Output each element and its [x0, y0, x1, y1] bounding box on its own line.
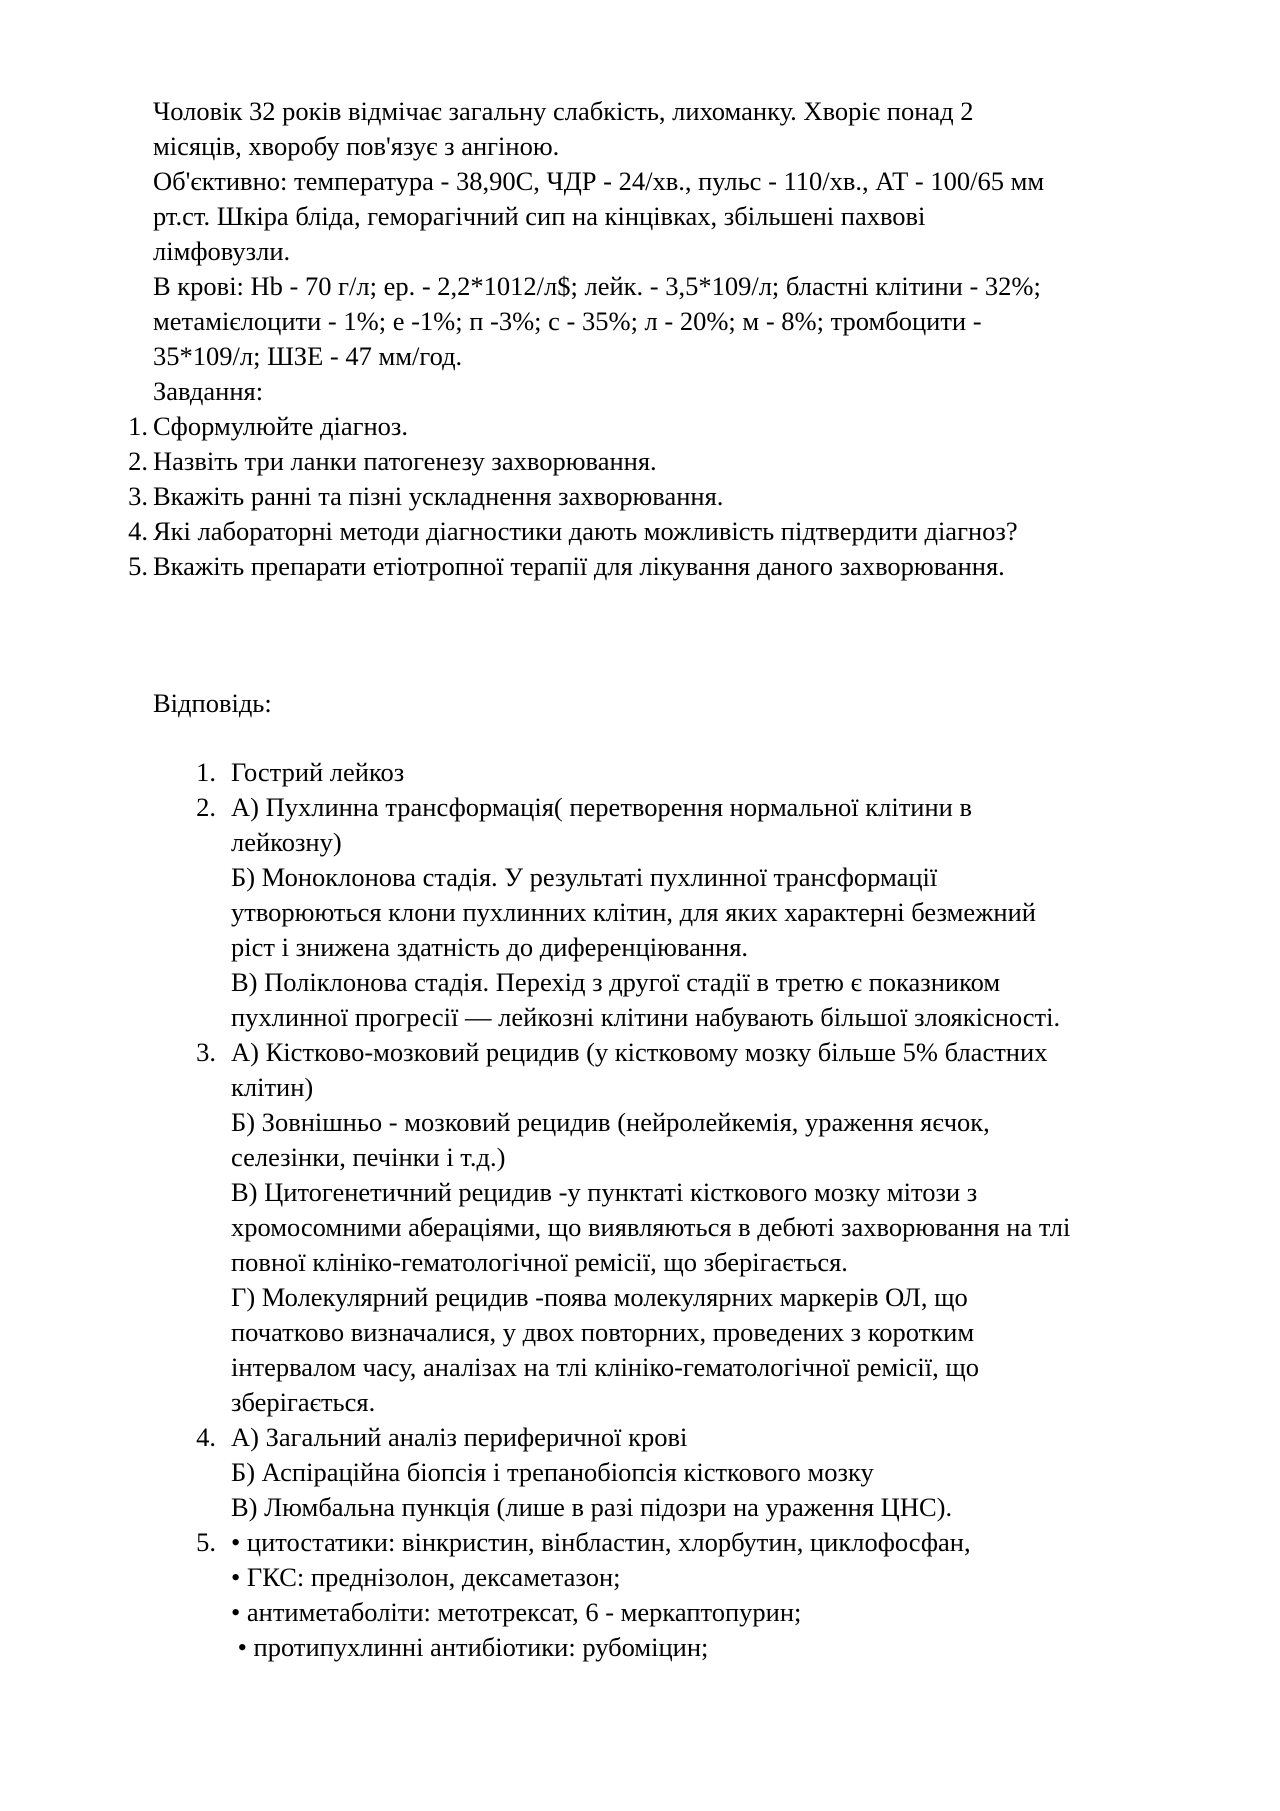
case-line: рт.ст. Шкіра бліда, геморагічний сип на кінцівках, збільшені пахвові	[153, 201, 926, 231]
answer-line: ріст і знижена здатність до диференціювання.	[231, 932, 749, 962]
answer-heading: Відповідь:	[153, 688, 272, 718]
answer-line: А) Кістково-мозковий рецидив (у кістковому мозку більше 5% бластних	[231, 1037, 1048, 1067]
answer-line: лейкозну)	[231, 827, 342, 857]
case-line: Чоловік 32 років відмічає загальну слабкість, лихоманку. Хворіє понад 2	[153, 96, 974, 126]
answer-line: • ГКС: преднізолон, дексаметазон;	[231, 1562, 621, 1592]
answer-line: В) Поліклонова стадія. Перехід з другої стадії в третю є показником	[231, 967, 1001, 997]
answer-line: • протипухлинні антибіотики: рубоміцин;	[231, 1632, 709, 1662]
task-text: Які лабораторні методи діагностики дають можливість підтвердити діагноз?	[153, 516, 1018, 546]
task-text: Назвіть три ланки патогенезу захворювання.	[153, 446, 657, 476]
answer-line: • цитостатики: вінкристин, вінбластин, хлорбутин, циклофосфан,	[231, 1527, 971, 1557]
answer-line: пухлинної прогресії — лейкозні клітини набувають більшої злоякісності.	[231, 1002, 1061, 1032]
case-line: метамієлоцити - 1%; е -1%; п -3%; с - 35%; л - 20%; м - 8%; тромбоцити -	[153, 306, 982, 336]
answer-line: зберігається.	[231, 1387, 376, 1417]
answer-line: селезінки, печінки і т.д.)	[231, 1142, 506, 1172]
answer-line: В) Люмбальна пункція (лише в разі підозри на ураження ЦНС).	[231, 1492, 953, 1522]
answer-line: А) Пухлинна трансформація( перетворення нормальної клітини в	[231, 792, 972, 822]
task-number: 3.	[128, 481, 148, 511]
answer-line: утворюються клони пухлинних клітин, для яких характерні безмежний	[231, 897, 1036, 927]
answer-line: Г) Молекулярний рецидив -поява молекулярних маркерів ОЛ, що	[231, 1282, 968, 1312]
task-number: 4.	[128, 516, 148, 546]
task-number: 5.	[128, 551, 148, 581]
answer-number: 4.	[196, 1422, 216, 1452]
answer-line: хромосомними абераціями, що виявляються в дебюті захворювання на тлі	[231, 1212, 1071, 1242]
case-line: 35*109/л; ШЗЕ - 47 мм/год.	[153, 341, 463, 371]
case-line: В крові: Hb - 70 г/л; ер. - 2,2*1012/л$; лейк. - 3,5*109/л; бластні клітини - 32%;	[153, 271, 1041, 301]
answer-number: 2.	[196, 792, 216, 822]
answer-line: повної клініко-гематологічної ремісії, що зберігається.	[231, 1247, 848, 1277]
answer-line: А) Загальний аналіз периферичної крові	[231, 1422, 688, 1452]
case-line: лімфовузли.	[153, 236, 291, 266]
answer-line: • антиметаболіти: метотрексат, 6 - меркаптопурин;	[231, 1597, 802, 1627]
task-number: 1.	[128, 411, 148, 441]
answer-line: інтервалом часу, аналізах на тлі клініко-гематологічної ремісії, що	[231, 1352, 980, 1382]
task-text: Сформулюйте діагноз.	[153, 411, 408, 441]
answer-line: В) Цитогенетичний рецидив -у пунктаті кісткового мозку мітози з	[231, 1177, 978, 1207]
task-text: Вкажіть ранні та пізні ускладнення захворювання.	[153, 481, 724, 511]
answer-number: 5.	[196, 1527, 216, 1557]
answer-line: Б) Аспіраційна біопсія і трепанобіопсія кісткового мозку	[231, 1457, 874, 1487]
case-line: місяців, хворобу пов'язує з ангіною.	[153, 131, 560, 161]
case-line: Об'єктивно: температура - 38,90С, ЧДР - 24/хв., пульс - 110/хв., АТ - 100/65 мм	[153, 166, 1045, 196]
answer-line: клітин)	[231, 1072, 314, 1102]
answer-line: Гострий лейкоз	[231, 757, 405, 787]
task-text: Вкажіть препарати етіотропної терапії для лікування даного захворювання.	[153, 551, 1005, 581]
answer-number: 1.	[196, 757, 216, 787]
tasks-heading: Завдання:	[153, 376, 264, 406]
answer-line: початково визначалися, у двох повторних, проведених з коротким	[231, 1317, 975, 1347]
answer-line: Б) Зовнішньо - мозковий рецидив (нейролейкемія, ураження яєчок,	[231, 1107, 990, 1137]
answer-line: Б) Моноклонова стадія. У результаті пухлинної трансформації	[231, 862, 938, 892]
answer-number: 3.	[196, 1037, 216, 1067]
task-number: 2.	[128, 446, 148, 476]
